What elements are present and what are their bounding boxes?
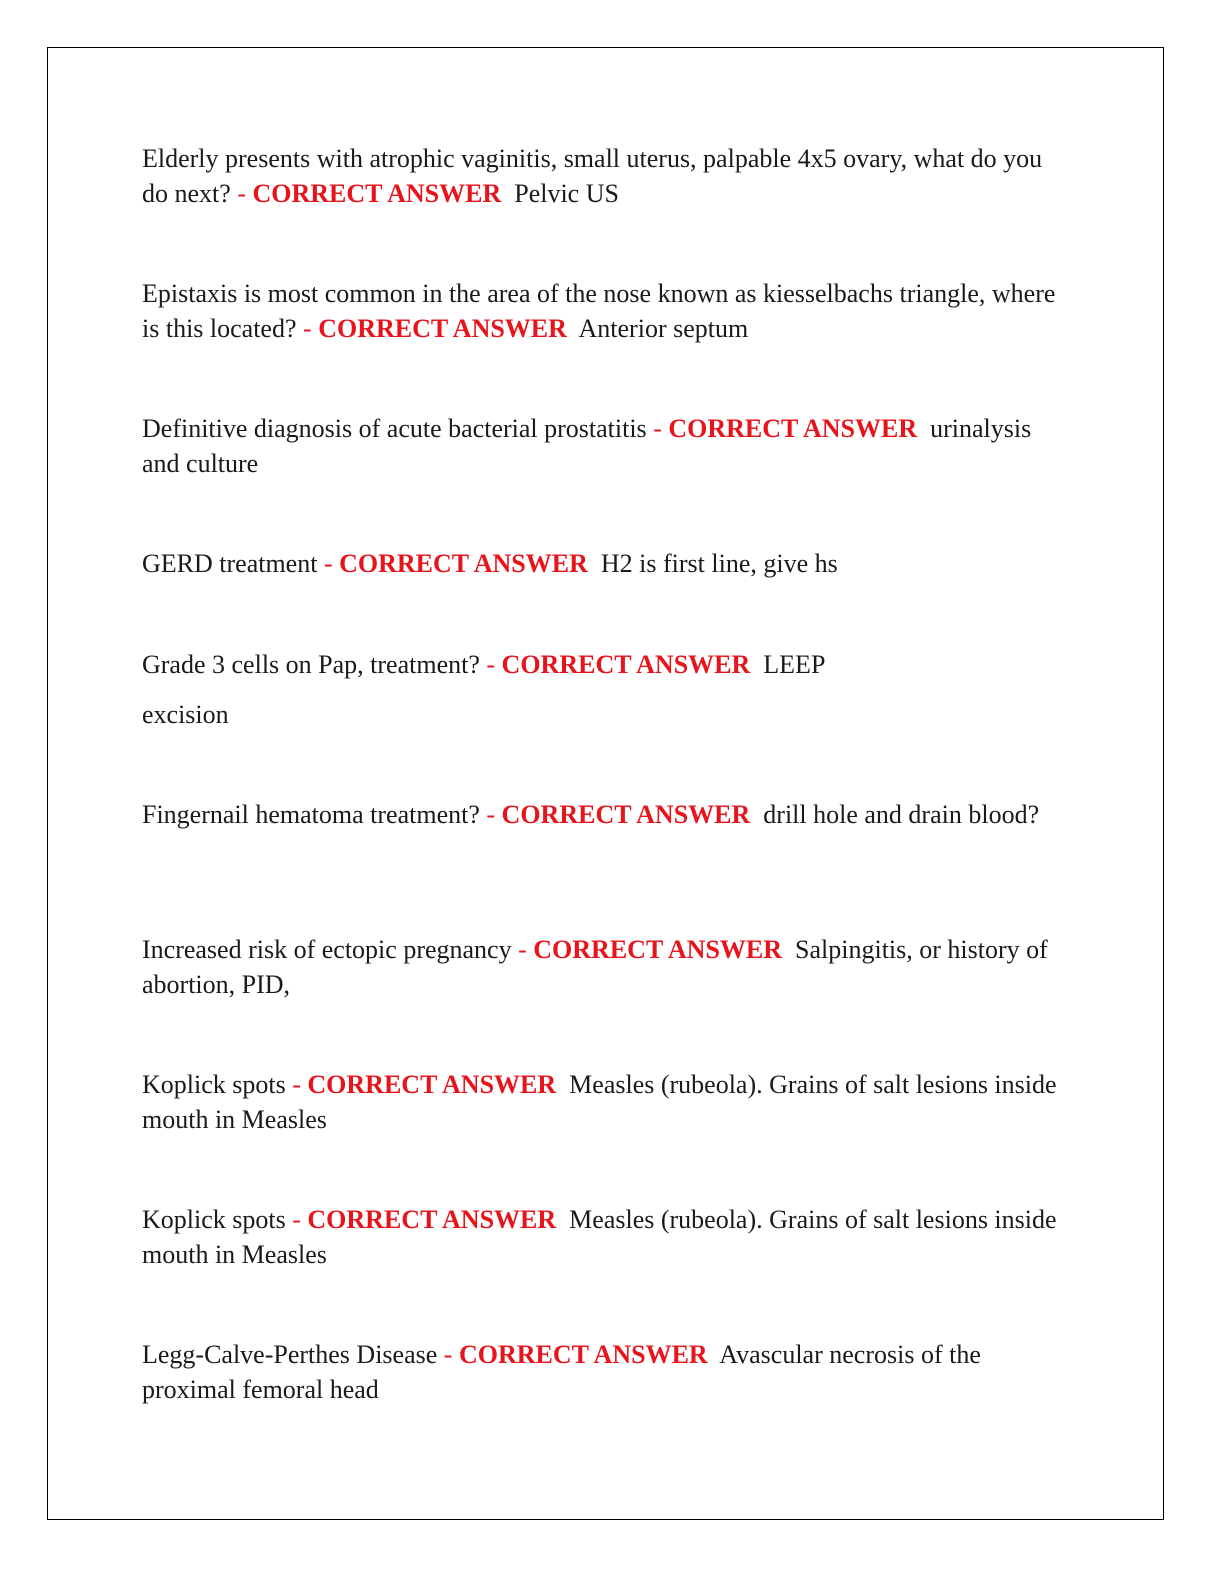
answer-text: Pelvic US	[514, 178, 619, 208]
correct-answer-label: CORRECT ANSWER	[458, 1340, 708, 1369]
answer-marker: - CORRECT ANSWER	[653, 414, 918, 443]
answer-marker: - CORRECT ANSWER	[292, 1205, 557, 1234]
correct-answer-label: CORRECT ANSWER	[318, 313, 567, 343]
answer-marker: - CORRECT ANSWER	[518, 935, 783, 964]
question-text: GERD treatment	[142, 549, 318, 578]
correct-answer-label: CORRECT ANSWER	[501, 650, 751, 679]
answer-text: LEEP	[763, 650, 826, 679]
question-text: Fingernail hematoma treatment?	[142, 800, 480, 829]
answer-text: urinalysis and culture	[142, 414, 1032, 478]
question-text: Legg-Calve-Perthes Disease	[142, 1340, 438, 1369]
qa-item	[142, 1068, 1072, 1137]
qa-item	[142, 547, 1072, 582]
correct-answer-label: CORRECT ANSWER	[533, 935, 783, 964]
answer-text: Salpingitis, or history of abortion, PID,	[142, 935, 1048, 999]
answer-text: Measles (rubeola). Grains of salt lesions inside mouth in Measles	[142, 1205, 1057, 1269]
answer-text: H2 is first line, give hs	[600, 549, 838, 578]
answer-text: Avascular necrosis of the proximal femoral head	[142, 1340, 981, 1404]
answer-text: drill hole and drain blood?	[763, 800, 1040, 829]
answer-text: Measles (rubeola). Grains of salt lesions inside mouth in Measles	[142, 1070, 1057, 1134]
answer-text: Anterior septum	[578, 313, 749, 343]
answer-marker: - CORRECT ANSWER	[486, 650, 751, 679]
qa-item	[142, 798, 1072, 833]
correct-answer-label: CORRECT ANSWER	[668, 414, 918, 443]
answer-marker: - CORRECT ANSWER	[486, 800, 751, 829]
answer-marker: - CORRECT ANSWER	[323, 549, 588, 578]
qa-item	[142, 142, 1072, 211]
question-text: Grade 3 cells on Pap, treatment?	[142, 650, 480, 679]
question-text: Koplick spots	[142, 1205, 286, 1234]
qa-item	[142, 933, 1072, 1002]
question-text: Koplick spots	[142, 1070, 286, 1099]
answer-marker: - CORRECT ANSWER	[237, 178, 502, 208]
answer-marker: - CORRECT ANSWER	[292, 1070, 557, 1099]
correct-answer-label: CORRECT ANSWER	[307, 1205, 557, 1234]
qa-item	[142, 412, 1072, 481]
page-border	[47, 47, 1164, 1520]
qa-item	[142, 277, 1072, 346]
question-text: Epistaxis is most common in the area of the nose known as kiesselbachs triangle, where is this located?	[142, 279, 1056, 343]
answer-continuation: excision	[142, 700, 229, 729]
correct-answer-label: CORRECT ANSWER	[339, 549, 588, 578]
question-text: Increased risk of ectopic pregnancy	[142, 935, 512, 964]
answer-marker: - CORRECT ANSWER	[443, 1340, 708, 1369]
correct-answer-label: CORRECT ANSWER	[501, 800, 751, 829]
qa-item	[142, 1338, 1072, 1407]
question-text: Definitive diagnosis of acute bacterial prostatitis	[142, 414, 647, 443]
correct-answer-label: CORRECT ANSWER	[307, 1070, 557, 1099]
qa-item	[142, 648, 1072, 683]
qa-item	[142, 1203, 1072, 1272]
answer-marker: - CORRECT ANSWER	[303, 313, 567, 343]
question-text: Elderly presents with atrophic vaginitis, small uterus, palpable 4x5 ovary, what do you do next?	[142, 144, 1043, 208]
correct-answer-label: CORRECT ANSWER	[252, 178, 502, 208]
